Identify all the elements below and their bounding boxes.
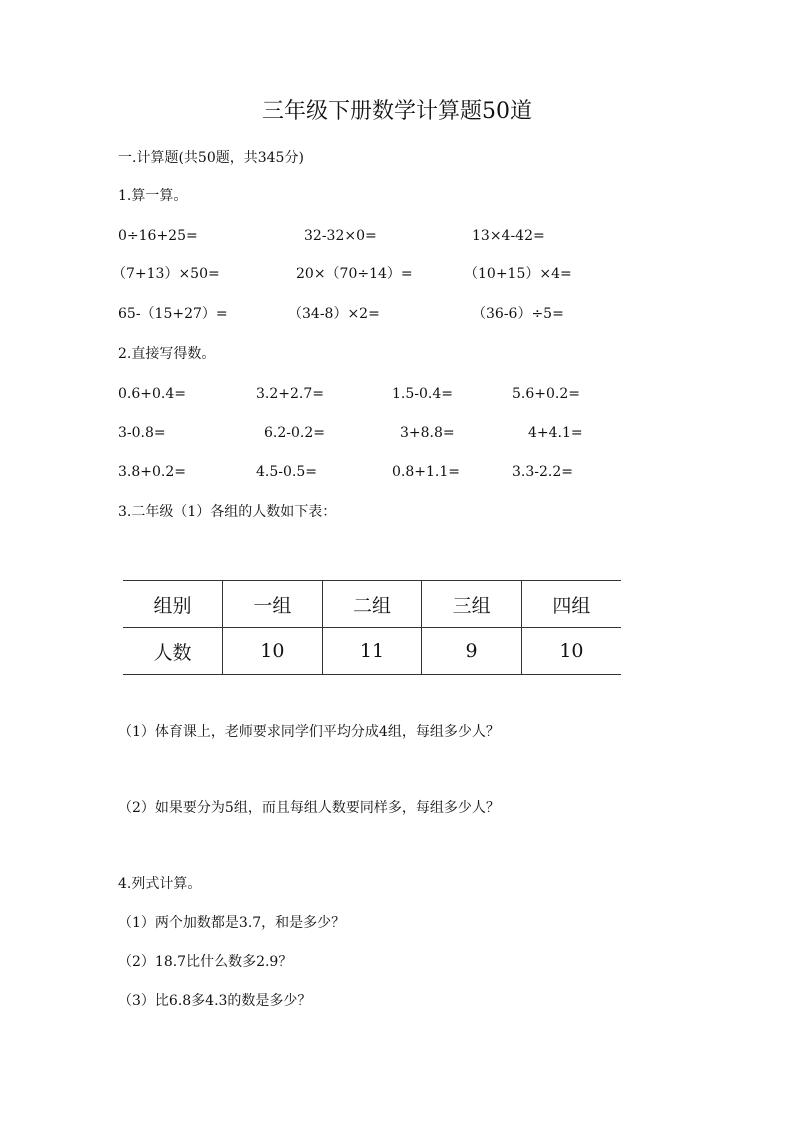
- q3-heading: 3.二年级（1）各组的人数如下表：: [118, 504, 337, 520]
- q4-item: （2）18.7比什么数多2.9？: [118, 954, 293, 970]
- table-row: [123, 628, 621, 675]
- q2-problem: 4.5-0.5=: [256, 464, 317, 480]
- table-cell: 10: [223, 628, 323, 675]
- table-cell: 四组: [521, 581, 621, 628]
- q1-problem: 32-32×0=: [304, 228, 377, 244]
- q1-problem: （34-8）×2=: [288, 306, 380, 322]
- q2-problem: 3.3-2.2=: [512, 464, 573, 480]
- q1-problem: 65-（15+27）=: [118, 306, 228, 322]
- q2-problem: 1.5-0.4=: [392, 386, 453, 402]
- q2-problem: 6.2-0.2=: [264, 425, 325, 441]
- q1-problem: （10+15）×4=: [464, 266, 572, 282]
- q2-problem: 3.2+2.7=: [256, 386, 324, 402]
- table-header-row: [123, 581, 621, 628]
- table-cell: 二组: [322, 581, 422, 628]
- table-cell: 三组: [422, 581, 522, 628]
- q2-problem: 3+8.8=: [400, 425, 455, 441]
- q1-problem: （7+13）×50=: [112, 266, 220, 282]
- q1-heading: 1.算一算。: [118, 188, 188, 204]
- q1-problem: 13×4-42=: [472, 228, 545, 244]
- page-title: 三年级下册数学计算题50道: [262, 99, 532, 124]
- q1-problem: （36-6）÷5=: [472, 306, 564, 322]
- table-cell: 10: [521, 628, 621, 675]
- q2-heading: 2.直接写得数。: [118, 346, 216, 362]
- table-cell: 一组: [223, 581, 323, 628]
- q2-problem: 0.8+1.1=: [392, 464, 460, 480]
- table-cell: 组别: [123, 581, 223, 628]
- q2-problem: 3-0.8=: [118, 425, 166, 441]
- q2-problem: 0.6+0.4=: [118, 386, 186, 402]
- table-cell: 11: [322, 628, 422, 675]
- q2-problem: 4+4.1=: [528, 425, 583, 441]
- q3-sub-question: （2）如果要分为5组，而且每组人数要同样多，每组多少人？: [118, 800, 500, 816]
- q4-item: （3）比6.8多4.3的数是多少？: [118, 993, 312, 1009]
- q4-heading: 4.列式计算。: [118, 876, 202, 892]
- table-cell: 9: [422, 628, 522, 675]
- group-count-table: [123, 580, 621, 675]
- q4-item: （1）两个加数都是3.7，和是多少？: [118, 915, 346, 931]
- q3-sub-question: （1）体育课上，老师要求同学们平均分成4组，每组多少人？: [118, 724, 500, 740]
- q1-problem: 20×（70÷14）=: [296, 266, 413, 282]
- q1-problem: 0÷16+25=: [118, 228, 198, 244]
- q2-problem: 3.8+0.2=: [118, 464, 186, 480]
- table-cell: 人数: [123, 628, 223, 675]
- section-heading: 一.计算题(共50题，共345分): [118, 150, 304, 166]
- q2-problem: 5.6+0.2=: [512, 386, 580, 402]
